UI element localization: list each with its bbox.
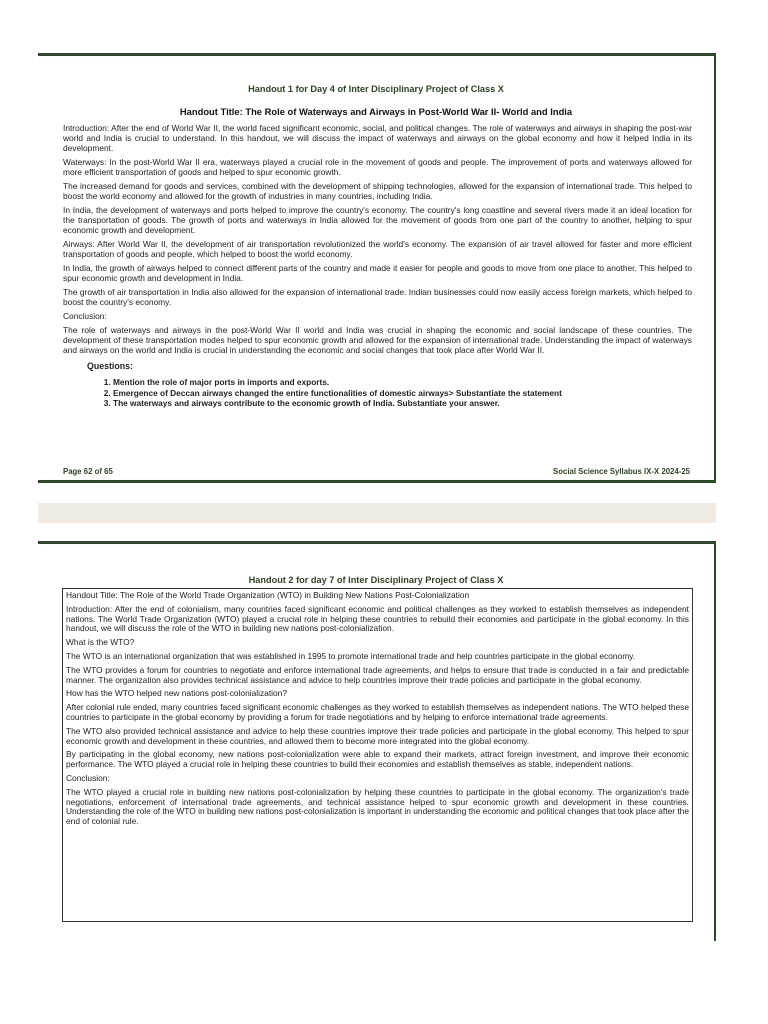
paragraph: The WTO is an international organization that was established in 1995 to promote international trade and help countries participate in the global economy. xyxy=(66,650,636,661)
paragraph: In India, the growth of airways helped to connect different parts of the country and made it easier for people and goods to move from one place to another. This helped to spur economic growth and development in India. xyxy=(63,263,692,283)
question-item: 1. Mention the role of major ports in imports and exports. xyxy=(113,377,692,388)
paragraph: Introduction: After the end of colonialism, many countries faced significant economic and political challenges as they worked to establish themselves as independent nations. The World Trade Organization (WTO) played a crucial role in helping these countries to rebuild their economies and participate in the global economy. In this handout, we will discuss the role of the WTO in building new nations post-colonialization. xyxy=(66,603,689,634)
footer-syllabus: Social Science Syllabus IX-X 2024-25 xyxy=(553,467,690,476)
paragraph: The growth of air transportation in India also allowed for the expansion of international trade. Indian businesses could now easily access foreign markets, which helped to boost the country's economy. xyxy=(63,287,692,307)
handout-2-header: Handout 2 for day 7 of Inter Disciplinary Project of Class X xyxy=(248,575,504,585)
paragraph: The WTO provides a forum for countries to negotiate and enforce international trade agreements, and helps to ensure that trade is conducted in a fair and predictable manner. The organization also provides technical assistance and advice to help countries improve their trade policies and participate in the global economy. xyxy=(66,664,689,685)
question-item: 3. The waterways and airways contribute to the economic growth of India. Substantiate your answer. xyxy=(113,398,692,409)
paragraph: Introduction: After the end of World War II, the world faced significant economic, social, and political changes. The role of waterways and airways in shaping the post-war world and India is crucial to understand. In this handout, we will discuss the impact of waterways and airways on the global economy and how it helped India in its development. xyxy=(63,123,692,153)
paragraph: Conclusion: xyxy=(63,311,107,321)
paragraph: The WTO played a crucial role in building new nations post-colonialization by helping these countries to participate in the global economy. The organization's trade negotiations, enforcement of international trade agreements, and technical assistance helped to spur economic growth and development in these countries. Understanding the role of the WTO in building new nations post-colonialization is important in understanding the economic and political changes that took place after the end of colonial rule. xyxy=(66,786,689,827)
questions-list xyxy=(63,377,692,409)
handout-2-page xyxy=(38,541,716,941)
paragraph: Waterways: In the post-World War II era, waterways played a crucial role in the movement of goods and people. The improvement of ports and waterways allowed for more efficient transportation of goods and helped to spur economic growth. xyxy=(63,157,692,177)
paragraph: Conclusion: xyxy=(66,772,110,783)
paragraph: Airways: After World War II, the development of air transportation revolutionized the world's economy. The expansion of air travel allowed for faster and more efficient transportation of goods and people, which helped to boost the world economy. xyxy=(63,239,692,259)
paragraph: The increased demand for goods and services, combined with the development of shipping technologies, allowed for the expansion of international trade. This helped to boost the world economy and allowed for the growth of industries in many countries, including India. xyxy=(63,181,692,201)
questions-heading: Questions: xyxy=(87,361,133,371)
handout-1-page xyxy=(38,53,716,483)
paragraph: The role of waterways and airways in the post-World War II world and India was crucial in shaping the economic and social landscape of these countries. The development of these transportation modes helped to spur economic growth and allowed for the expansion of international trade. Understanding the impact of waterways and airways on the world and India is crucial in understanding the economic and social changes that took place after World War II. xyxy=(63,325,692,355)
paragraph: Handout Title: The Role of the World Trade Organization (WTO) in Building New Nations Post-Colonialization xyxy=(66,590,470,600)
handout-1-body xyxy=(63,123,692,409)
handout-1-title: Handout Title: The Role of Waterways and Airways in Post-World War II- World and India xyxy=(179,106,573,117)
paragraph: How has the WTO helped new nations post-colonialization? xyxy=(66,688,287,699)
paragraph: After colonial rule ended, many countries faced significant economic challenges as they worked to establish themselves as independent nations. The WTO helped these countries to participate in the global economy by providing a forum for trade negotiations and by helping to enforce international trade agreements. xyxy=(66,702,689,722)
page-number: Page 62 of 65 xyxy=(63,467,113,476)
paragraph: The WTO also provided technical assistance and advice to help these countries improve their trade policies and participate in the global economy. This helped to spur economic growth and development in these countries, and allowed them to become more integrated into the global economy. xyxy=(66,725,689,746)
page-separator xyxy=(38,503,716,523)
paragraph: By participating in the global economy, new nations post-colonialization were able to expand their markets, attract foreign investment, and improve their economic performance. The WTO played a crucial role in helping these countries to build their economies and establish themselves as stable, independent nations. xyxy=(66,749,689,770)
handout-1-header: Handout 1 for Day 4 of Inter Disciplinary Project of Class X xyxy=(248,84,504,94)
question-item: 2. Emergence of Deccan airways changed the entire functionalities of domestic airways> Substantiate the statement xyxy=(113,388,692,399)
handout-2-text-box xyxy=(62,588,693,922)
paragraph: What is the WTO? xyxy=(66,637,135,648)
paragraph: In India, the development of waterways and ports helped to improve the country's economy. The country's long coastline and several rivers made it an ideal location for the transportation of goods. The growth of ports and waterways in India allowed for the movement of goods from one part of the country to another, helping to spur economic growth and development. xyxy=(63,205,692,235)
